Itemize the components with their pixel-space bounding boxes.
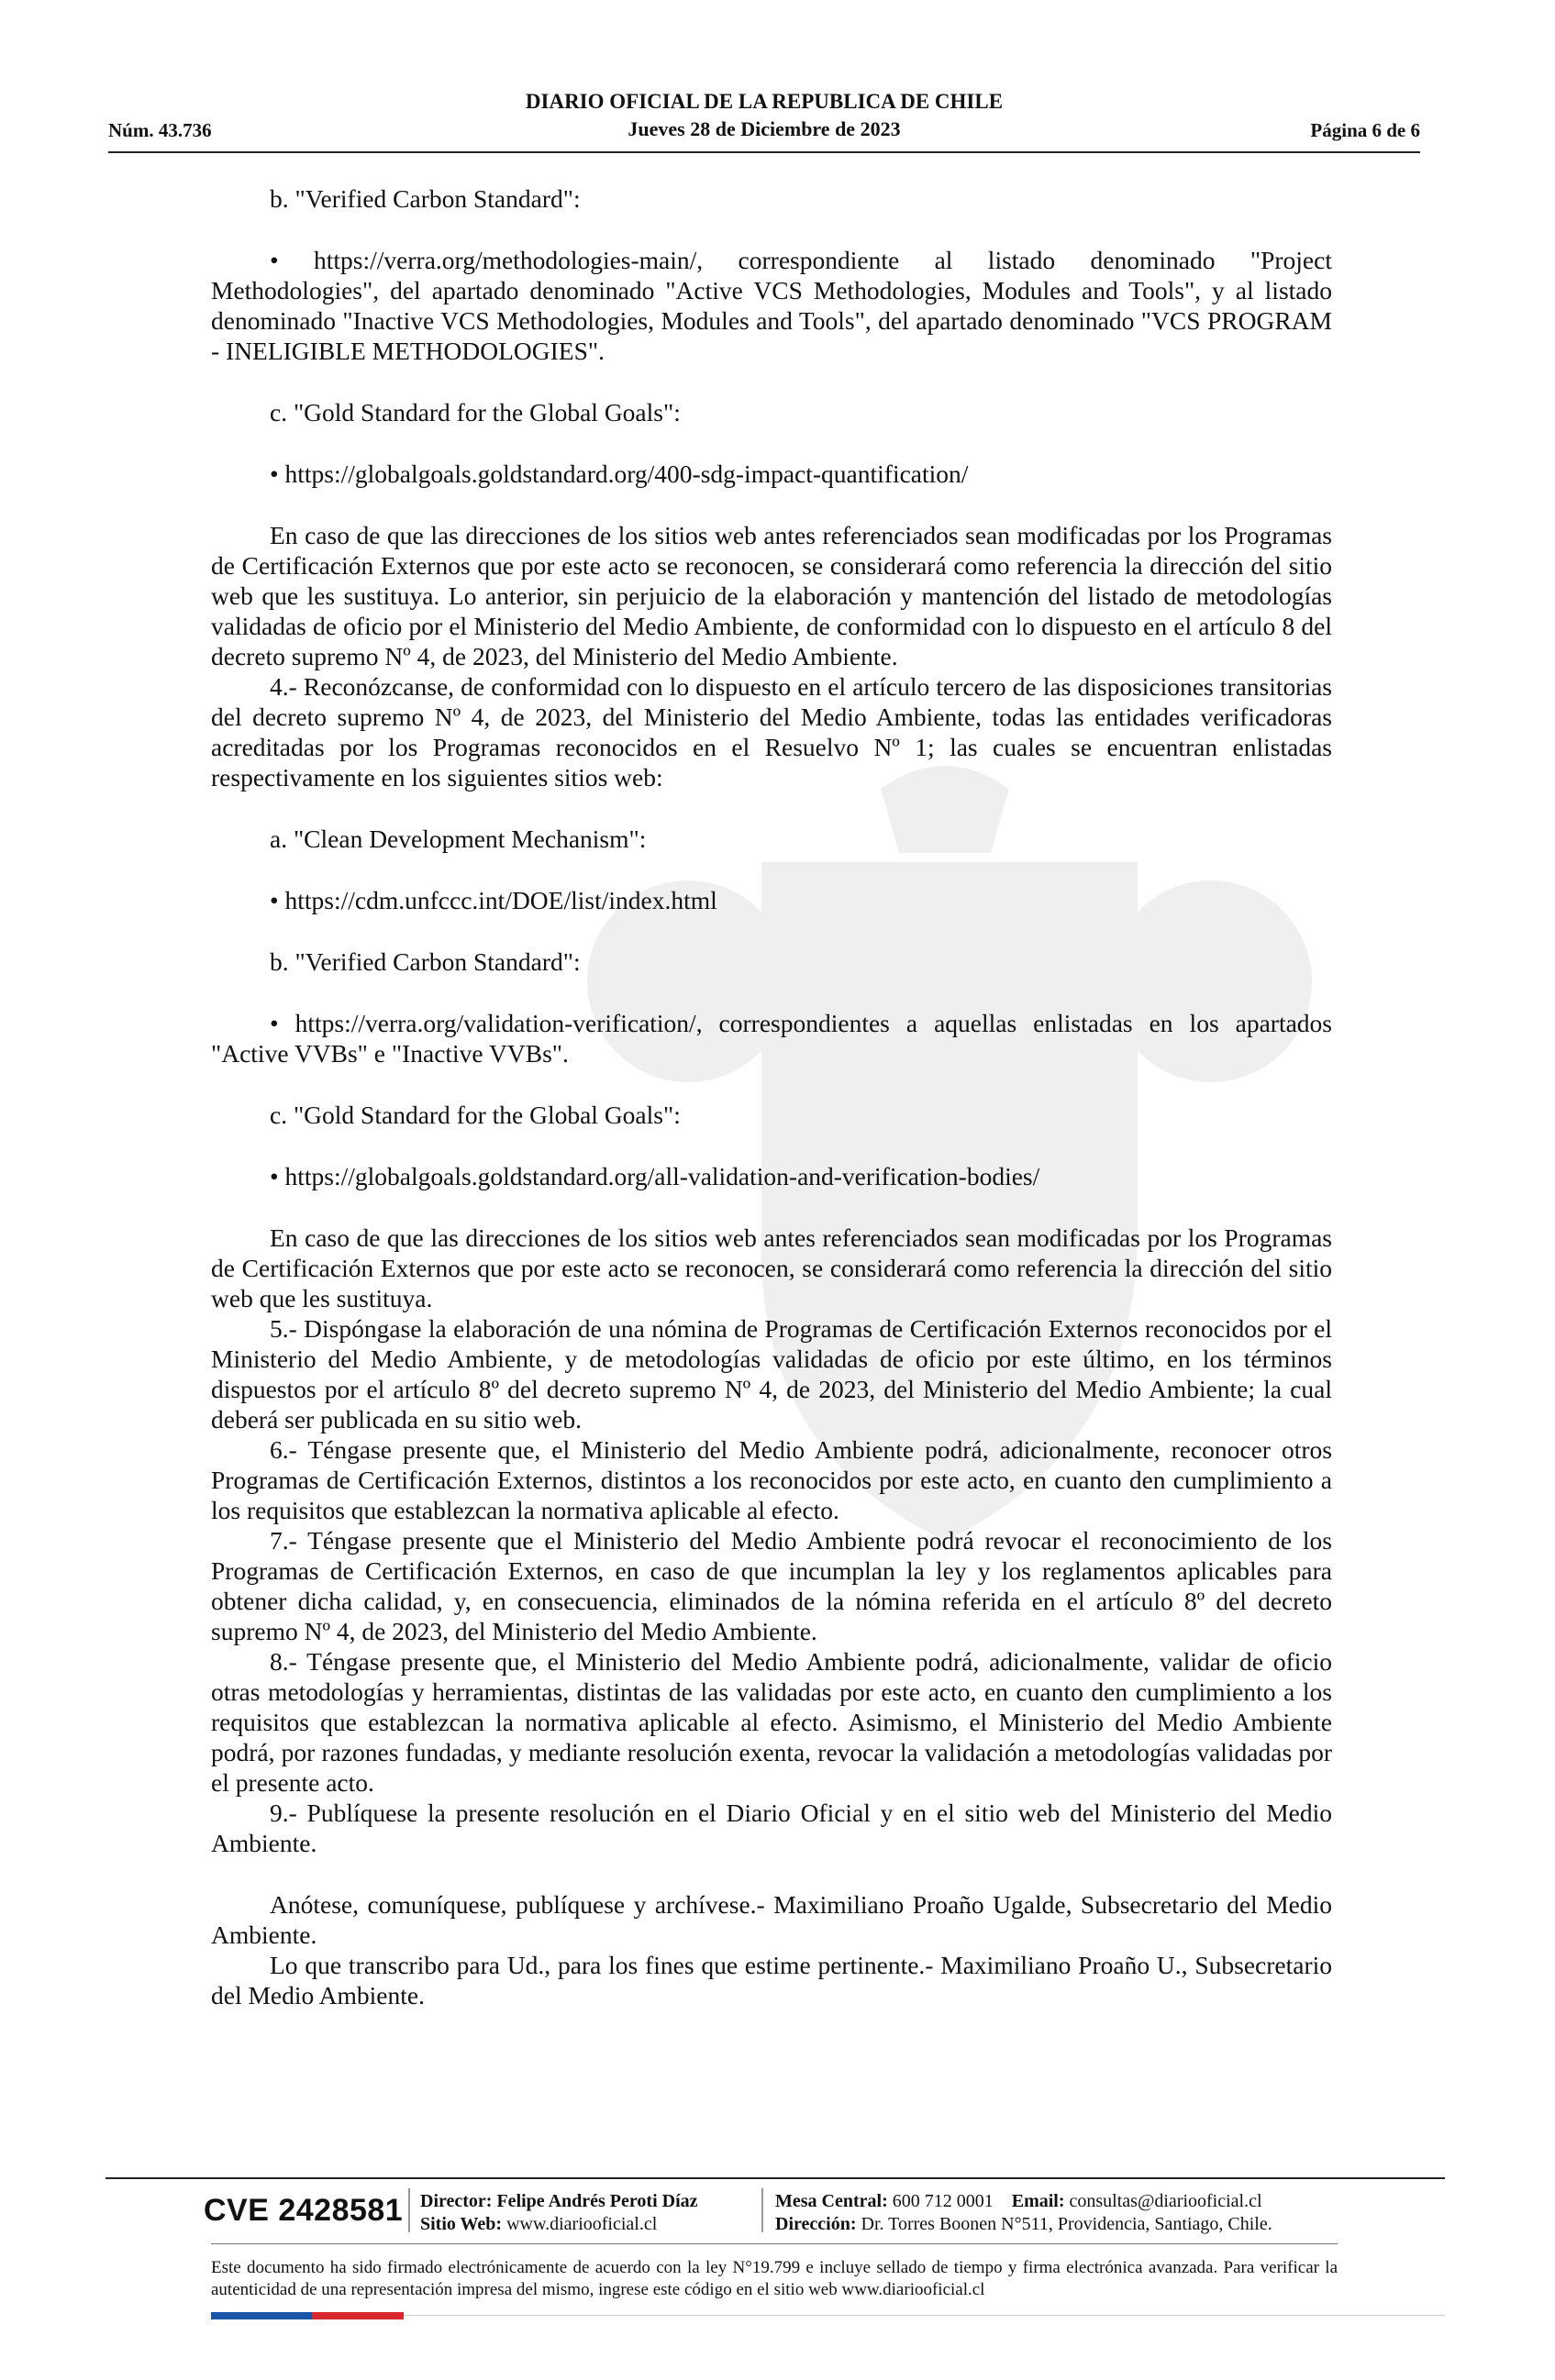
footer-separator bbox=[761, 2188, 763, 2232]
footer-divider bbox=[106, 2177, 1445, 2179]
footer-separator bbox=[408, 2188, 410, 2232]
list-item-heading: c. "Gold Standard for the Global Goals": bbox=[270, 398, 681, 426]
bullet-paragraph: • https://verra.org/methodologies-main/, correspondiente al listado denominado "Project Methodologies", del apartado denominado "Active VCS Methodologies, Modules and Tools", y al listado denominado "Inactive VCS Methodologies, Modules and Tools", del apartado denominado "VCS PROGRAM - INELIGIBLE METHODOLOGIES". bbox=[211, 246, 1332, 365]
footer-director-block bbox=[420, 2190, 698, 2236]
mesa-phone: 600 712 0001 bbox=[892, 2191, 994, 2211]
header-divider bbox=[108, 151, 1420, 153]
numbered-paragraph: 9.- Publíquese la presente resolución en el Diario Oficial y en el sitio web del Ministerio del Medio Ambiente. bbox=[211, 1799, 1332, 1857]
closing-paragraph: Lo que transcribo para Ud., para los fines que estime pertinente.- Maximiliano Proaño U., Subsecretario del Medio Ambiente. bbox=[211, 1951, 1332, 2009]
address-text: Dr. Torres Boonen N°511, Providencia, Santiago, Chile. bbox=[861, 2214, 1272, 2234]
bullet-paragraph: • https://globalgoals.goldstandard.org/all-validation-and-verification-bodies/ bbox=[270, 1162, 1040, 1190]
bullet-paragraph: • https://cdm.unfccc.int/DOE/list/index.html bbox=[270, 886, 717, 914]
numbered-paragraph: 4.- Reconózcanse, de conformidad con lo dispuesto en el artículo tercero de las disposiciones transitorias del decreto supremo Nº 4, de 2023, del Ministerio del Medio Ambiente, todas las entidades verificadoras acreditadas por los Programas reconocidos en el Resuelvo Nº 1; las cuales se encuentran enlistadas respectivamente en los siguientes sitios web: bbox=[211, 672, 1332, 791]
page-header bbox=[108, 88, 1420, 152]
numbered-paragraph: 5.- Dispóngase la elaboración de una nómina de Programas de Certificación Externos reconocidos por el Ministerio del Medio Ambiente, y de metodologías validadas de oficio por este último, en los términos dispuestos por el artículo 8º del decreto supremo Nº 4, de 2023, del Ministerio del Medio Ambiente; la cual deberá ser publicada en su sitio web. bbox=[211, 1314, 1332, 1434]
numbered-paragraph: 7.- Téngase presente que el Ministerio del Medio Ambiente podrá revocar el reconocimiento de los Programas de Certificación Externos, en caso de que incumplan la ley y los reglamentos aplicables para obtener dicha calidad, y, en consecuencia, eliminados de la nómina referida en el artículo 8º del decreto supremo Nº 4, de 2023, del Ministerio del Medio Ambiente. bbox=[211, 1526, 1332, 1645]
flag-bar bbox=[211, 2312, 404, 2319]
flag-red-segment bbox=[312, 2312, 404, 2319]
footer-divider-thin bbox=[211, 2243, 1338, 2244]
bullet-paragraph: • https://globalgoals.goldstandard.org/400-sdg-impact-quantification/ bbox=[270, 459, 969, 488]
publication-date: Jueves 28 de Diciembre de 2023 bbox=[628, 117, 901, 140]
closing-paragraph: Anótese, comuníquese, publíquese y archívese.- Maximiliano Proaño Ugalde, Subsecretario del Medio Ambiente. bbox=[211, 1890, 1332, 1949]
issue-number: Núm. 43.736 bbox=[108, 119, 212, 141]
publication-title: DIARIO OFICIAL DE LA REPUBLICA DE CHILE bbox=[525, 90, 1004, 113]
flag-blue-segment bbox=[211, 2312, 312, 2319]
email-label: Email: bbox=[1011, 2191, 1065, 2211]
list-item-heading: b. "Verified Carbon Standard": bbox=[270, 184, 581, 213]
cve-code: CVE 2428581 bbox=[204, 2193, 404, 2228]
numbered-paragraph: 6.- Téngase presente que, el Ministerio del Medio Ambiente podrá, adicionalmente, reconocer otros Programas de Certificación Externos, distintos a los reconocidos por este acto, en cuanto den cumplimiento a los requisitos que establezcan la normativa aplicable al efecto. bbox=[211, 1435, 1332, 1524]
list-item-heading: c. "Gold Standard for the Global Goals": bbox=[270, 1101, 681, 1129]
address-label: Dirección: bbox=[775, 2214, 857, 2234]
site-label: Sitio Web: bbox=[420, 2214, 503, 2234]
page-number: Página 6 de 6 bbox=[1310, 119, 1420, 141]
paragraph: En caso de que las direcciones de los sitios web antes referenciados sean modificadas por los Programas de Certificación Externos que por este acto se reconocen, se considerará como referencia la dirección del sitio web que les sustituya. Lo anterior, sin perjuicio de la elaboración y mantención del listado de metodologías validadas de oficio por el Ministerio del Medio Ambiente, de conformidad con lo dispuesto en el artículo 8 del decreto supremo Nº 4, de 2023, del Ministerio del Medio Ambiente. bbox=[211, 521, 1332, 670]
director-label: Director: bbox=[420, 2191, 493, 2211]
flag-line bbox=[404, 2315, 1445, 2316]
director-name: Felipe Andrés Peroti Díaz bbox=[496, 2191, 698, 2211]
site-link[interactable]: www.diariooficial.cl bbox=[506, 2214, 658, 2234]
email-link[interactable]: consultas@diariooficial.cl bbox=[1069, 2191, 1262, 2211]
legal-notice: Este documento ha sido firmado electrónicamente de acuerdo con la ley N°19.799 e incluye sellado de tiempo y firma electrónica avanzada. Para verificar la autenticidad de una representación impresa del mismo, ingrese este código en el sitio web www.diariooficial.cl bbox=[211, 2258, 1338, 2299]
list-item-heading: a. "Clean Development Mechanism": bbox=[270, 825, 647, 853]
bullet-paragraph: • https://verra.org/validation-verification/, correspondientes a aquellas enlistadas en los apartados "Active VVBs" e "Inactive VVBs". bbox=[211, 1009, 1332, 1068]
paragraph: En caso de que las direcciones de los sitios web antes referenciados sean modificadas por los Programas de Certificación Externos que por este acto se reconocen, se considerará como referencia la dirección del sitio web que les sustituya. bbox=[211, 1223, 1332, 1312]
numbered-paragraph: 8.- Téngase presente que, el Ministerio del Medio Ambiente podrá, adicionalmente, validar de oficio otras metodologías y herramientas, distintas de las validadas por este acto, en cuanto den cumplimiento a los requisitos que establezcan la normativa aplicable al efecto. Asimismo, el Ministerio del Medio Ambiente podrá, por razones fundadas, y mediante resolución exenta, revocar la validación a metodologías validadas por el presente acto. bbox=[211, 1647, 1332, 1797]
list-item-heading: b. "Verified Carbon Standard": bbox=[270, 947, 581, 976]
footer-contact-block bbox=[775, 2190, 1272, 2236]
mesa-label: Mesa Central: bbox=[775, 2191, 888, 2211]
document-body bbox=[211, 183, 1332, 2010]
